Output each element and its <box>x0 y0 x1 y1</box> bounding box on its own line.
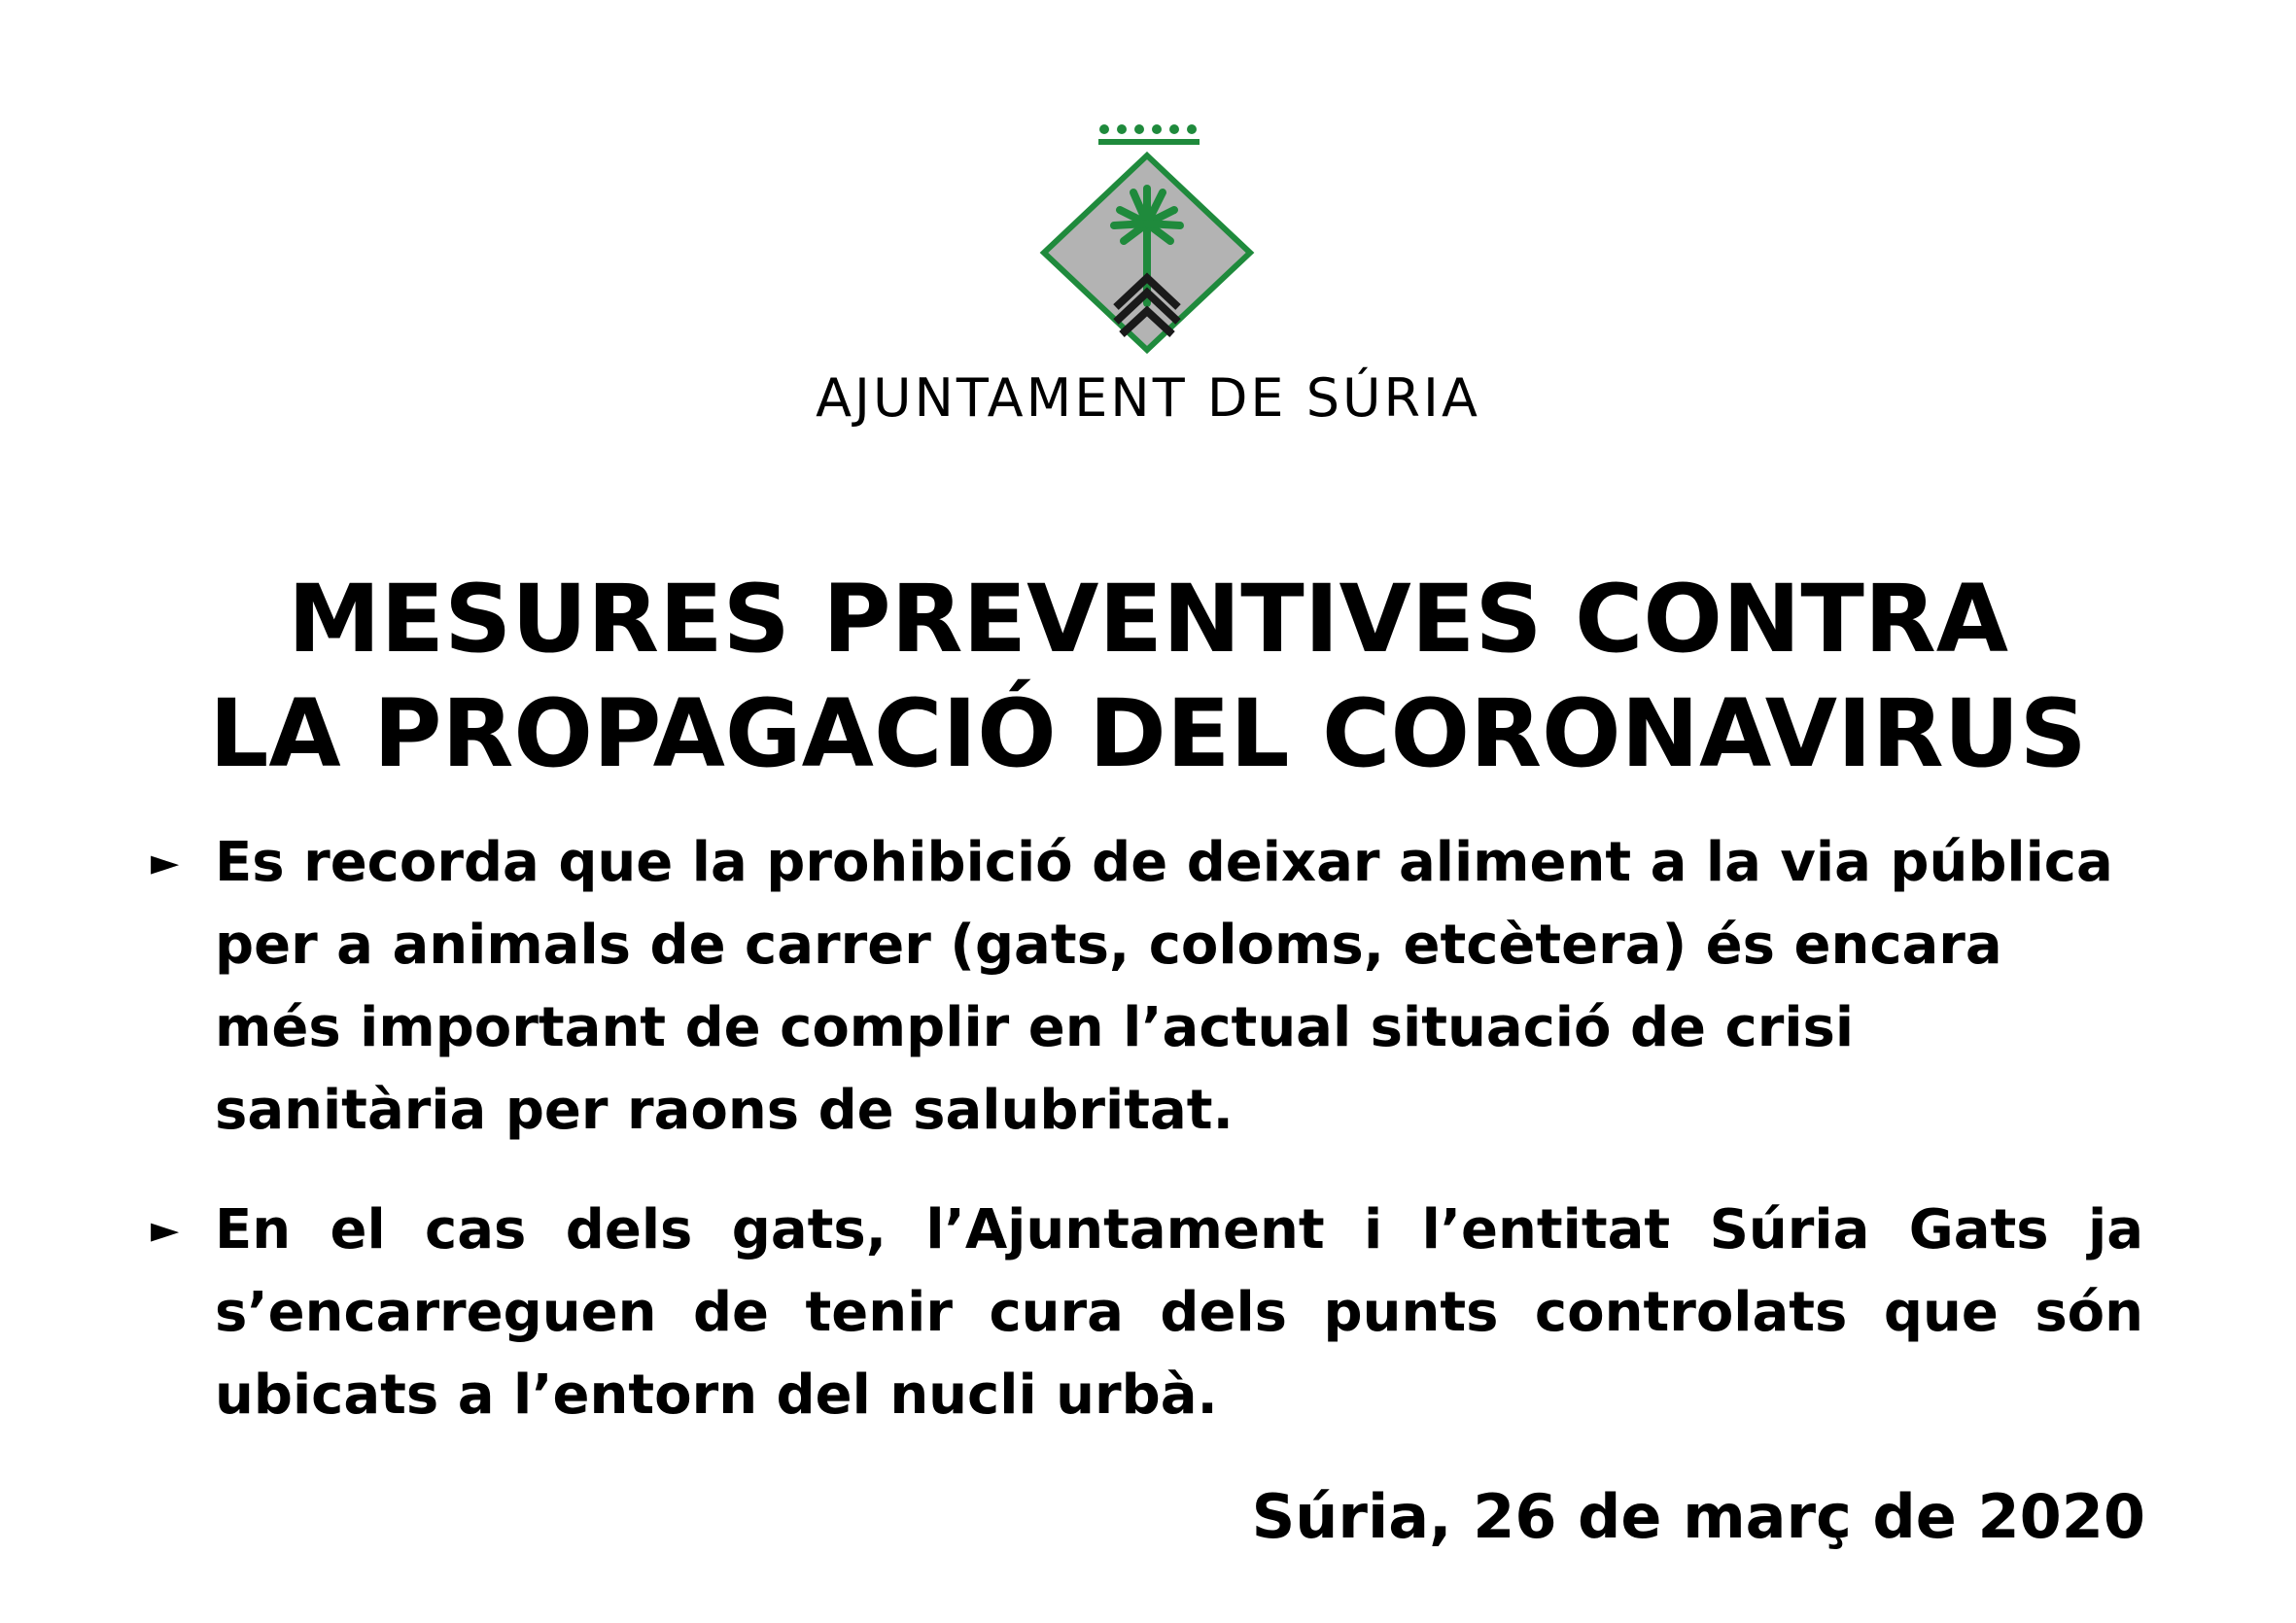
bullet-triangle-icon: ► <box>151 841 180 883</box>
title-line-1: MESURES PREVENTIVES CONTRA <box>287 565 2009 673</box>
notice-item-1-text: Es recorda que la prohibició de deixar aliment a la via pública per a animals de carrer (gats, coloms, etcètera) és encara més important de complir en l’actual situació de crisi sanitària per raons de salubritat. <box>215 831 2113 1142</box>
bullet-triangle-icon: ► <box>151 1208 180 1251</box>
organization-name: AJUNTAMENT DE SÚRIA <box>816 367 1480 429</box>
coat-of-arms-logo <box>1001 122 1293 356</box>
crown-bar <box>1098 139 1200 145</box>
notice-item-2 <box>151 1189 2143 1436</box>
notice-body <box>151 821 2143 1436</box>
notice-item-1 <box>151 821 2143 1152</box>
crown-dots <box>1099 124 1197 134</box>
coat-of-arms-icon <box>1001 122 1293 356</box>
page-title <box>0 562 2296 791</box>
notice-item-2-text: En el cas dels gats, l’Ajuntament i l’entitat Súria Gats ja s’encarreguen de tenir cura dels punts controlats que són ubicats a l’entorn del nucli urbà. <box>215 1198 2143 1427</box>
notice-date: Súria, 26 de març de 2020 <box>1251 1481 2145 1552</box>
title-line-2: LA PROPAGACIÓ DEL CORONAVIRUS <box>209 679 2087 788</box>
